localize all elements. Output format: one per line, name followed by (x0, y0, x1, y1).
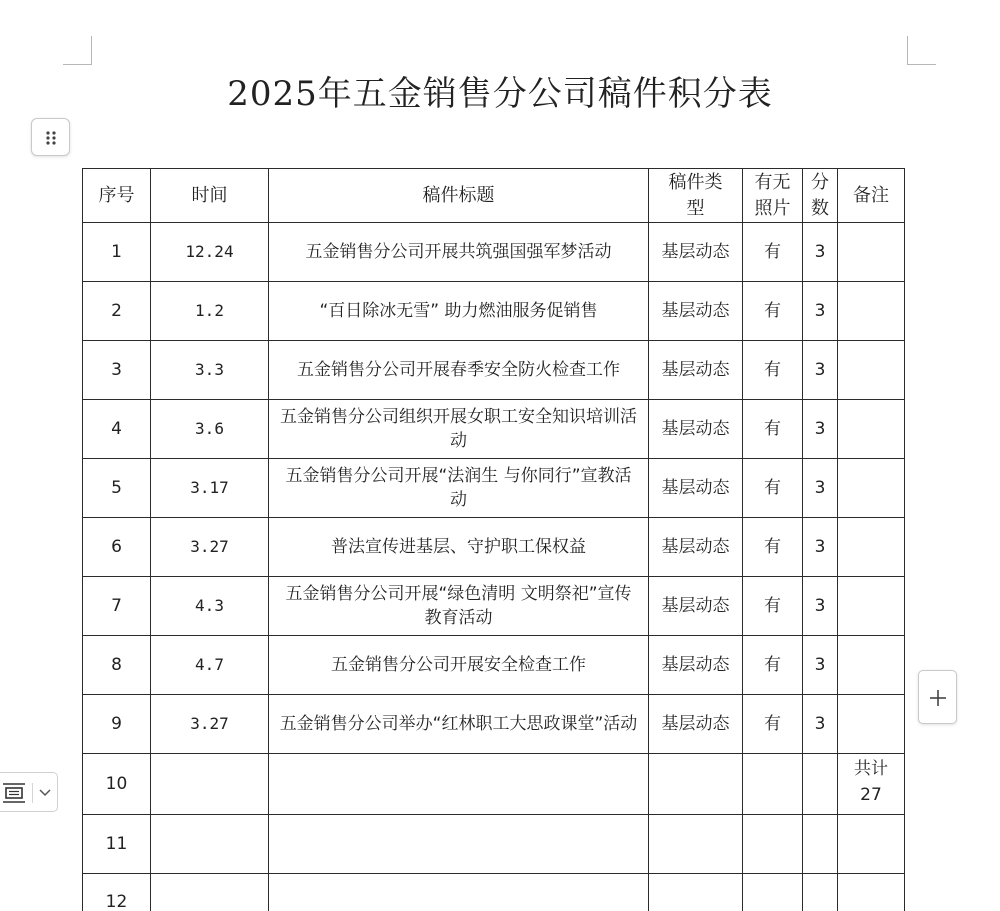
cell-note[interactable] (838, 815, 905, 874)
cell-time[interactable] (151, 815, 269, 874)
cell-seq[interactable]: 5 (83, 459, 151, 518)
header-title[interactable]: 稿件标题 (269, 169, 649, 223)
header-note[interactable]: 备注 (838, 169, 905, 223)
table-row (83, 282, 905, 341)
margin-corner-top-left (63, 36, 92, 65)
cell-photo[interactable]: 有 (743, 577, 803, 636)
cell-type[interactable]: 基层动态 (649, 282, 743, 341)
cell-photo[interactable] (743, 874, 803, 911)
cell-seq[interactable]: 11 (83, 815, 151, 874)
drag-grip-icon (45, 130, 57, 146)
table-row (83, 874, 905, 911)
cell-title[interactable]: 五金销售分公司举办“红林职工大思政课堂”活动 (269, 695, 649, 754)
table-row (83, 636, 905, 695)
cell-photo[interactable]: 有 (743, 282, 803, 341)
cell-note[interactable] (838, 874, 905, 911)
cell-title[interactable] (269, 815, 649, 874)
cell-time[interactable] (151, 754, 269, 815)
header-score-line2: 数 (811, 197, 829, 219)
cell-score[interactable]: 3 (803, 518, 838, 577)
cell-time[interactable]: 4.7 (151, 636, 269, 695)
cell-photo[interactable] (743, 815, 803, 874)
table-row (83, 577, 905, 636)
toolbar-divider (32, 783, 33, 803)
cell-photo[interactable]: 有 (743, 459, 803, 518)
cell-title[interactable]: 五金销售分公司开展共筑强国强军梦活动 (269, 223, 649, 282)
cell-note[interactable] (838, 282, 905, 341)
cell-title[interactable]: 五金销售分公司开展“法润生 与你同行”宣教活动 (269, 459, 649, 518)
cell-score[interactable]: 3 (803, 459, 838, 518)
cell-seq[interactable]: 8 (83, 636, 151, 695)
header-type-line2: 型 (686, 197, 705, 219)
cell-note[interactable] (838, 459, 905, 518)
table-row (83, 223, 905, 282)
header-photo[interactable] (743, 169, 803, 223)
table-row (83, 459, 905, 518)
cell-seq[interactable]: 9 (83, 695, 151, 754)
cell-title[interactable]: 五金销售分公司开展“绿色清明 文明祭祀”宣传教育活动 (269, 577, 649, 636)
cell-note-total[interactable] (838, 754, 905, 815)
cell-time[interactable]: 3.6 (151, 400, 269, 459)
header-photo-line2: 照片 (754, 197, 791, 219)
cell-type[interactable]: 基层动态 (649, 400, 743, 459)
cell-title[interactable]: 普法宣传进基层、守护职工保权益 (269, 518, 649, 577)
header-score[interactable] (803, 169, 838, 223)
cell-time[interactable]: 3.17 (151, 459, 269, 518)
cell-time[interactable] (151, 874, 269, 911)
table-row (83, 815, 905, 874)
cell-photo[interactable]: 有 (743, 341, 803, 400)
cell-type[interactable] (649, 815, 743, 874)
cell-time[interactable]: 12.24 (151, 223, 269, 282)
cell-score[interactable]: 3 (803, 577, 838, 636)
header-photo-line1: 有无 (754, 171, 791, 193)
cell-seq[interactable]: 12 (83, 874, 151, 911)
cell-score[interactable]: 3 (803, 636, 838, 695)
cell-title[interactable]: 五金销售分公司开展安全检查工作 (269, 636, 649, 695)
cell-score[interactable]: 3 (803, 400, 838, 459)
cell-type[interactable]: 基层动态 (649, 577, 743, 636)
cell-score[interactable] (803, 754, 838, 815)
table-row (83, 695, 905, 754)
table-row (83, 341, 905, 400)
cell-type[interactable]: 基层动态 (649, 223, 743, 282)
cell-type[interactable]: 基层动态 (649, 518, 743, 577)
score-table (82, 168, 905, 911)
table-layout-icon[interactable] (2, 781, 26, 805)
cell-type[interactable]: 基层动态 (649, 695, 743, 754)
header-type[interactable] (649, 169, 743, 223)
cell-time[interactable]: 3.27 (151, 695, 269, 754)
table-row (83, 400, 905, 459)
cell-type[interactable]: 基层动态 (649, 459, 743, 518)
cell-score[interactable]: 3 (803, 282, 838, 341)
cell-type[interactable]: 基层动态 (649, 341, 743, 400)
cell-note[interactable] (838, 341, 905, 400)
cell-note[interactable] (838, 400, 905, 459)
cell-note[interactable] (838, 695, 905, 754)
cell-time[interactable]: 3.27 (151, 518, 269, 577)
cell-seq[interactable]: 2 (83, 282, 151, 341)
cell-title[interactable] (269, 874, 649, 911)
cell-note[interactable] (838, 518, 905, 577)
table-row (83, 754, 905, 815)
cell-score[interactable]: 3 (803, 341, 838, 400)
cell-photo[interactable]: 有 (743, 400, 803, 459)
cell-type[interactable] (649, 874, 743, 911)
cell-score[interactable] (803, 815, 838, 874)
plus-icon (928, 688, 948, 708)
cell-type[interactable]: 基层动态 (649, 636, 743, 695)
cell-photo[interactable] (743, 754, 803, 815)
header-type-line1: 稿件类 (668, 171, 723, 193)
cell-photo[interactable]: 有 (743, 695, 803, 754)
row-toolbar (0, 772, 58, 812)
table-drag-handle[interactable] (31, 118, 70, 156)
cell-note[interactable] (838, 636, 905, 695)
cell-seq[interactable]: 3 (83, 341, 151, 400)
cell-time[interactable]: 3.3 (151, 341, 269, 400)
cell-title[interactable]: 五金销售分公司组织开展女职工安全知识培训活动 (269, 400, 649, 459)
header-time[interactable]: 时间 (151, 169, 269, 223)
cell-score[interactable] (803, 874, 838, 911)
cell-seq[interactable]: 7 (83, 577, 151, 636)
cell-note[interactable] (838, 577, 905, 636)
cell-time[interactable]: 1.2 (151, 282, 269, 341)
cell-type[interactable] (649, 754, 743, 815)
cell-photo[interactable]: 有 (743, 636, 803, 695)
margin-corner-top-right (907, 36, 936, 65)
cell-title[interactable] (269, 754, 649, 815)
total-label: 共计 (854, 759, 888, 779)
header-score-line1: 分 (811, 171, 829, 193)
table-header-row (83, 169, 905, 223)
cell-seq[interactable]: 4 (83, 400, 151, 459)
cell-title[interactable]: 五金销售分公司开展春季安全防火检查工作 (269, 341, 649, 400)
cell-seq[interactable]: 10 (83, 754, 151, 815)
cell-time[interactable]: 4.3 (151, 577, 269, 636)
table-row (83, 518, 905, 577)
cell-title[interactable]: “百日除冰无雪” 助力燃油服务促销售 (269, 282, 649, 341)
header-seq[interactable]: 序号 (83, 169, 151, 223)
document-title[interactable]: 2025年五金销售分公司稿件积分表 (227, 74, 773, 114)
cell-score[interactable]: 3 (803, 695, 838, 754)
cell-note[interactable] (838, 223, 905, 282)
cell-score[interactable]: 3 (803, 223, 838, 282)
cell-seq[interactable]: 1 (83, 223, 151, 282)
cell-seq[interactable]: 6 (83, 518, 151, 577)
total-value: 27 (860, 785, 882, 805)
cell-photo[interactable]: 有 (743, 223, 803, 282)
chevron-down-icon[interactable] (38, 787, 52, 799)
add-column-button[interactable] (918, 670, 957, 724)
cell-photo[interactable]: 有 (743, 518, 803, 577)
